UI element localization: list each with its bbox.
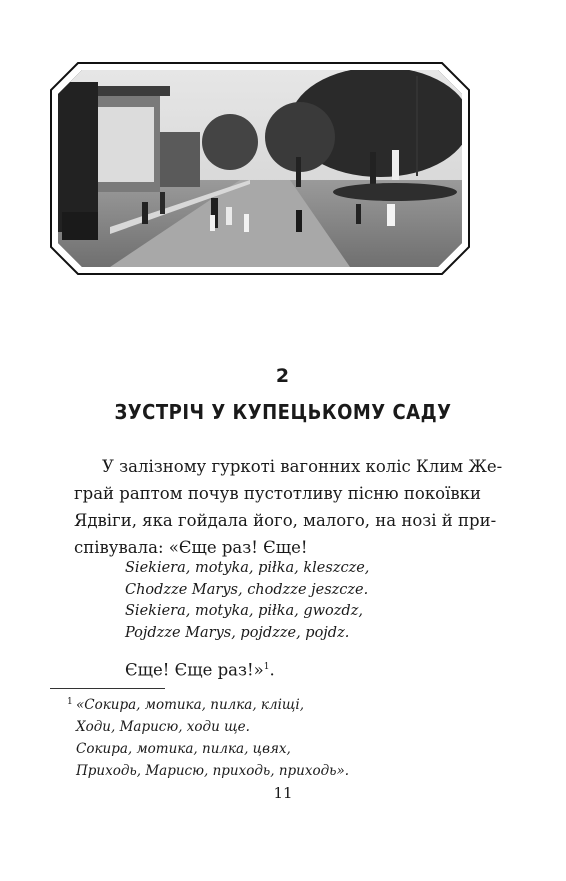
poem-line: Siekiera, motyka, piłka, gwozdz,: [125, 603, 363, 619]
footnote-divider: [50, 688, 165, 689]
body-line: Ядвіги, яка гойдала його, малого, на нозі й при-: [74, 511, 497, 530]
footnote-line: Ходи, Марисю, ходи ще.: [76, 719, 250, 735]
footnote-reference[interactable]: 1: [263, 662, 270, 672]
footnote: [67, 694, 350, 782]
footnote-line: «Сокира, мотика, пилка, кліщі,: [76, 697, 305, 713]
closing-text: Єще! Єще раз!»: [125, 660, 264, 680]
closing-line: [125, 654, 275, 684]
poem-line: Pojdzze Marys, pojdzze, pojdz.: [125, 624, 350, 641]
closing-period: .: [269, 660, 275, 680]
chapter-header-photo: [50, 62, 470, 275]
body-line: грай раптом почув пустотливу пісню покоївки: [74, 484, 481, 503]
chapter-title: ЗУСТРІЧ У КУПЕЦЬКОМУ САДУ: [114, 400, 452, 425]
poem-quote: [125, 558, 369, 644]
chapter-number: 2: [275, 365, 291, 387]
footnote-line: Приходь, Марисю, приходь, приходь».: [76, 763, 350, 779]
body-paragraph: [74, 453, 503, 561]
footnote-mark: 1: [67, 697, 73, 707]
body-line: співувала: «Єще раз! Єще!: [74, 538, 308, 557]
poem-line: Chodzze Marys, chodzze jeszcze.: [125, 581, 369, 598]
footnote-line: Сокира, мотика, пилка, цвях,: [76, 741, 291, 757]
poem-line: Siekiera, motyka, piłka, kleszcze,: [125, 560, 370, 576]
body-line: У залізному гуркоті вагонних коліс Клим Же-: [102, 457, 503, 476]
page-number: 11: [273, 784, 293, 802]
